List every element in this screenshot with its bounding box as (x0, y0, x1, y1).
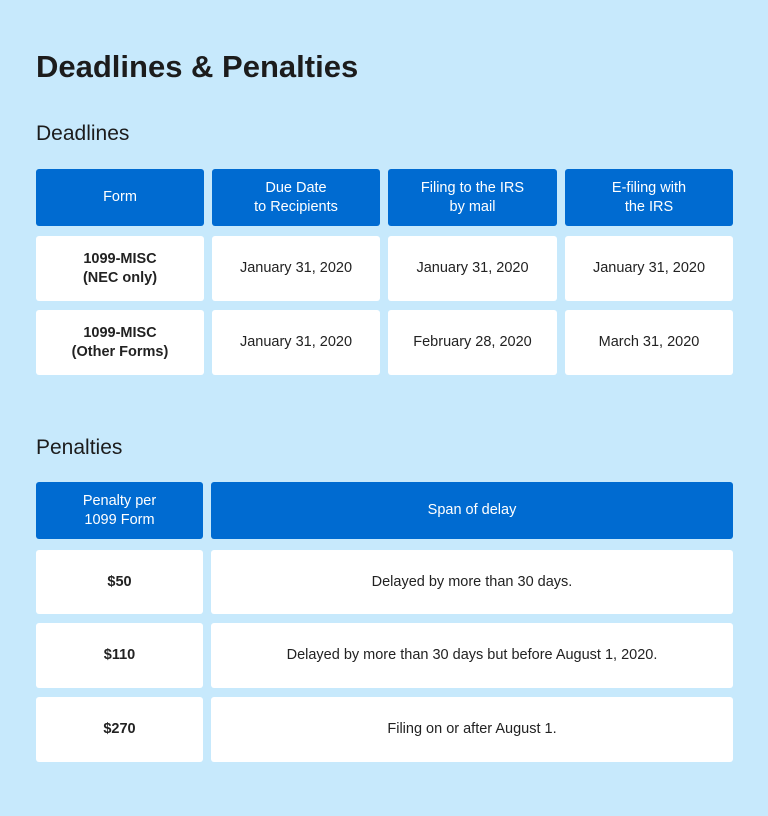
deadlines-heading: Deadlines (36, 122, 130, 145)
penalties-heading: Penalties (36, 436, 123, 459)
deadlines-row-2-efiling: March 31, 2020 (565, 310, 733, 375)
deadlines-row-2-form: 1099-MISC (Other Forms) (36, 310, 204, 375)
deadlines-row-2-due-date: January 31, 2020 (212, 310, 380, 375)
penalties-row-2-amount: $110 (36, 623, 203, 688)
penalties-row-3-amount: $270 (36, 697, 203, 762)
deadlines-row-1-irs-mail: January 31, 2020 (388, 236, 557, 301)
penalties-row-1-amount: $50 (36, 550, 203, 614)
deadlines-header-form: Form (36, 169, 204, 226)
deadlines-header-efiling: E-filing with the IRS (565, 169, 733, 226)
penalties-header-amount: Penalty per 1099 Form (36, 482, 203, 539)
deadlines-row-2-irs-mail: February 28, 2020 (388, 310, 557, 375)
deadlines-row-1-form: 1099-MISC (NEC only) (36, 236, 204, 301)
page-title: Deadlines & Penalties (36, 49, 359, 84)
penalties-row-1-span: Delayed by more than 30 days. (211, 550, 733, 614)
penalties-row-2-span: Delayed by more than 30 days but before August 1, 2020. (211, 623, 733, 688)
deadlines-row-1-efiling: January 31, 2020 (565, 236, 733, 301)
penalties-row-3-span: Filing on or after August 1. (211, 697, 733, 762)
deadlines-header-irs-mail: Filing to the IRS by mail (388, 169, 557, 226)
penalties-header-span: Span of delay (211, 482, 733, 539)
deadlines-row-1-due-date: January 31, 2020 (212, 236, 380, 301)
deadlines-header-due-date: Due Date to Recipients (212, 169, 380, 226)
